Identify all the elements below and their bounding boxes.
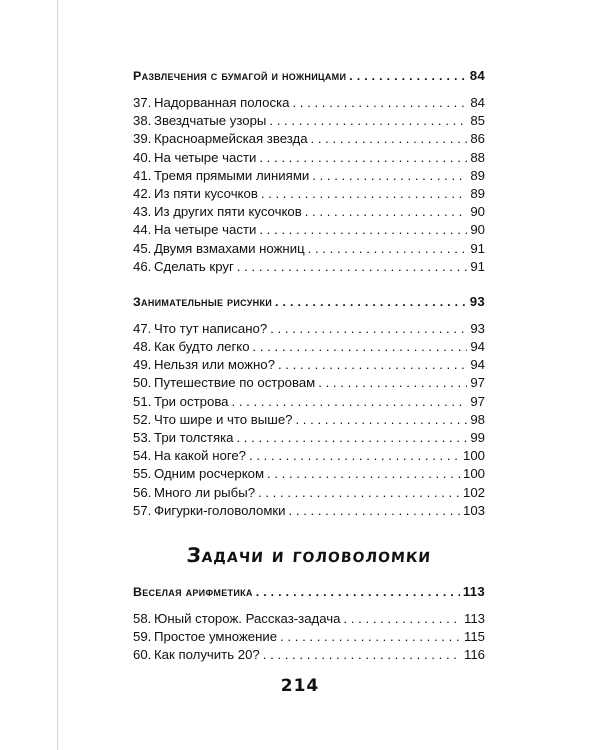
- entry-number: 51.: [133, 393, 152, 409]
- leader-dots: [232, 393, 468, 411]
- leader-dots: [289, 502, 460, 520]
- chapter-gap: [133, 572, 485, 582]
- entry-number: 54.: [133, 448, 152, 464]
- section-title: Занимательные рисунки: [133, 294, 273, 309]
- leader-dots: [311, 130, 468, 148]
- leader-dots: [349, 66, 467, 86]
- entry-title: Три толстяка: [154, 430, 234, 445]
- toc-entry[interactable]: [133, 393, 485, 411]
- entry-page: 99: [470, 430, 485, 445]
- entry-title: Как будто легко: [154, 339, 250, 355]
- chapter-title: Задачи и головоломки: [185, 542, 433, 567]
- entry-title: Двумя взмахами ножниц: [154, 240, 305, 256]
- leader-dots: [253, 338, 468, 356]
- entry-number: 49.: [133, 357, 152, 373]
- entry-number: 47.: [133, 320, 152, 336]
- entry-number: 56.: [133, 484, 152, 500]
- section-page: 93: [469, 293, 485, 309]
- entry-number: 40.: [133, 149, 152, 165]
- entry-page: 100: [462, 466, 485, 482]
- entry-page: 84: [470, 95, 485, 110]
- leader-dots: [308, 240, 468, 258]
- entry-number: 53.: [133, 430, 152, 445]
- entry-page: 98: [470, 411, 485, 427]
- entry-page: 94: [470, 339, 485, 355]
- toc-entry[interactable]: [133, 356, 485, 374]
- entry-number: 55.: [133, 466, 152, 482]
- leader-dots: [259, 221, 467, 239]
- entry-title: Сделать круг: [154, 258, 234, 274]
- entry-number: 38.: [133, 113, 152, 129]
- entry-page: 89: [470, 185, 485, 201]
- entry-title: Простое умножение: [154, 629, 278, 645]
- toc-entry[interactable]: [133, 646, 485, 664]
- entry-page: 91: [470, 240, 485, 256]
- section-page: 84: [469, 68, 485, 83]
- entry-title: Как получить 20?: [154, 647, 260, 663]
- leader-dots: [280, 628, 461, 646]
- section-title: Развлечения с бумагой и ножницами: [133, 69, 347, 83]
- toc-entry[interactable]: [133, 338, 485, 356]
- toc-entry[interactable]: [133, 484, 485, 502]
- section-arithmetic: [133, 582, 485, 610]
- toc-entry[interactable]: [133, 130, 485, 148]
- leader-dots: [305, 203, 468, 221]
- toc-entry[interactable]: [133, 447, 485, 465]
- entry-title: Звездчатые узоры: [154, 113, 267, 129]
- entry-title: Тремя прямыми линиями: [154, 167, 310, 183]
- entry-title: Что шире и что выше?: [154, 411, 293, 427]
- leader-dots: [258, 484, 460, 502]
- entry-title: Что тут написано?: [154, 320, 268, 336]
- leader-dots: [318, 374, 467, 392]
- entry-page: 90: [470, 204, 485, 220]
- entry-title: Одним росчерком: [154, 466, 265, 482]
- leader-dots: [344, 610, 461, 628]
- leader-dots: [295, 411, 467, 429]
- entry-number: 59.: [133, 629, 152, 645]
- toc-entry[interactable]: [133, 167, 485, 185]
- section-heading[interactable]: [133, 292, 485, 312]
- entry-page: 93: [470, 320, 485, 336]
- entry-number: 52.: [133, 411, 152, 427]
- entry-page: 100: [462, 448, 485, 464]
- toc-entry[interactable]: [133, 502, 485, 520]
- entry-title: Путешествие по островам: [154, 375, 316, 391]
- entry-title: Нельзя или можно?: [154, 357, 275, 373]
- entry-number: 46.: [133, 258, 152, 274]
- toc-entry[interactable]: [133, 258, 485, 276]
- entry-number: 37.: [133, 95, 152, 110]
- entry-page: 90: [470, 222, 485, 238]
- toc-entry[interactable]: [133, 221, 485, 239]
- entry-number: 58.: [133, 610, 152, 626]
- toc-entry[interactable]: [133, 94, 485, 112]
- entry-page: 88: [470, 149, 485, 165]
- toc-entry[interactable]: [133, 240, 485, 258]
- toc-entry[interactable]: [133, 112, 485, 130]
- leader-dots: [269, 112, 467, 130]
- entry-page: 94: [470, 357, 485, 373]
- toc-entry[interactable]: [133, 374, 485, 392]
- entry-page: 89: [470, 167, 485, 183]
- leader-dots: [237, 258, 468, 276]
- leader-dots: [278, 356, 467, 374]
- entry-title: Из пяти кусочков: [154, 185, 258, 201]
- toc-entry[interactable]: [133, 465, 485, 483]
- entry-title: На четыре части: [154, 222, 257, 238]
- entry-page: 103: [462, 502, 485, 518]
- entry-number: 39.: [133, 131, 152, 147]
- entry-page: 86: [470, 131, 485, 147]
- entry-title: Фигурки-головоломки: [154, 502, 286, 518]
- table-of-contents: [133, 66, 485, 665]
- entry-page: 97: [470, 393, 485, 409]
- toc-entry[interactable]: [133, 628, 485, 646]
- entry-number: 43.: [133, 204, 152, 220]
- toc-entry[interactable]: [133, 411, 485, 429]
- section-heading[interactable]: [133, 582, 485, 602]
- entry-page: 97: [470, 375, 485, 391]
- entry-number: 45.: [133, 240, 152, 256]
- entry-number: 41.: [133, 167, 152, 183]
- leader-dots: [263, 646, 461, 664]
- entry-title: Надорванная полоска: [154, 95, 290, 110]
- leader-dots: [270, 320, 467, 338]
- entry-number: 48.: [133, 339, 152, 355]
- section-drawings: [133, 292, 485, 320]
- entry-number: 44.: [133, 222, 152, 238]
- leader-dots: [292, 94, 467, 112]
- entry-number: 60.: [133, 647, 152, 663]
- leader-dots: [249, 447, 460, 465]
- leader-dots: [261, 185, 468, 203]
- entry-title: На какой ноге?: [154, 448, 247, 464]
- entry-title: Из других пяти кусочков: [154, 204, 302, 220]
- toc-entry[interactable]: [133, 320, 485, 338]
- leader-dots: [259, 149, 467, 167]
- section-gap: [133, 276, 485, 292]
- section-page: 113: [462, 583, 485, 599]
- page-number: 214: [280, 676, 320, 696]
- leader-dots: [275, 292, 467, 312]
- entry-number: 57.: [133, 502, 152, 518]
- entry-page: 91: [470, 258, 485, 274]
- entry-title: На четыре части: [154, 149, 257, 165]
- entry-number: 42.: [133, 185, 152, 201]
- entry-page: 113: [463, 610, 485, 626]
- toc-entry[interactable]: [133, 429, 485, 447]
- leader-dots: [236, 429, 467, 447]
- entry-title: Три острова: [154, 393, 229, 409]
- entry-title: Много ли рыбы?: [154, 484, 256, 500]
- entry-page: 115: [463, 629, 485, 645]
- section-heading[interactable]: [133, 66, 485, 86]
- entry-number: 50.: [133, 375, 152, 391]
- section-paper-scissors: [133, 66, 485, 94]
- entry-title: Красноармейская звезда: [154, 131, 308, 147]
- toc-entry[interactable]: [133, 149, 485, 167]
- entry-page: 85: [470, 113, 485, 129]
- leader-dots: [267, 465, 460, 483]
- toc-entry[interactable]: [133, 610, 485, 628]
- section-title: Веселая арифметика: [133, 584, 253, 599]
- entry-page: 116: [463, 647, 485, 663]
- leader-dots: [256, 582, 460, 602]
- entry-title: Юный сторож. Рассказ-задача: [154, 610, 341, 626]
- page-spine-line: [57, 0, 58, 750]
- leader-dots: [312, 167, 467, 185]
- entry-page: 102: [462, 484, 485, 500]
- toc-entry[interactable]: [133, 203, 485, 221]
- toc-entry[interactable]: [133, 185, 485, 203]
